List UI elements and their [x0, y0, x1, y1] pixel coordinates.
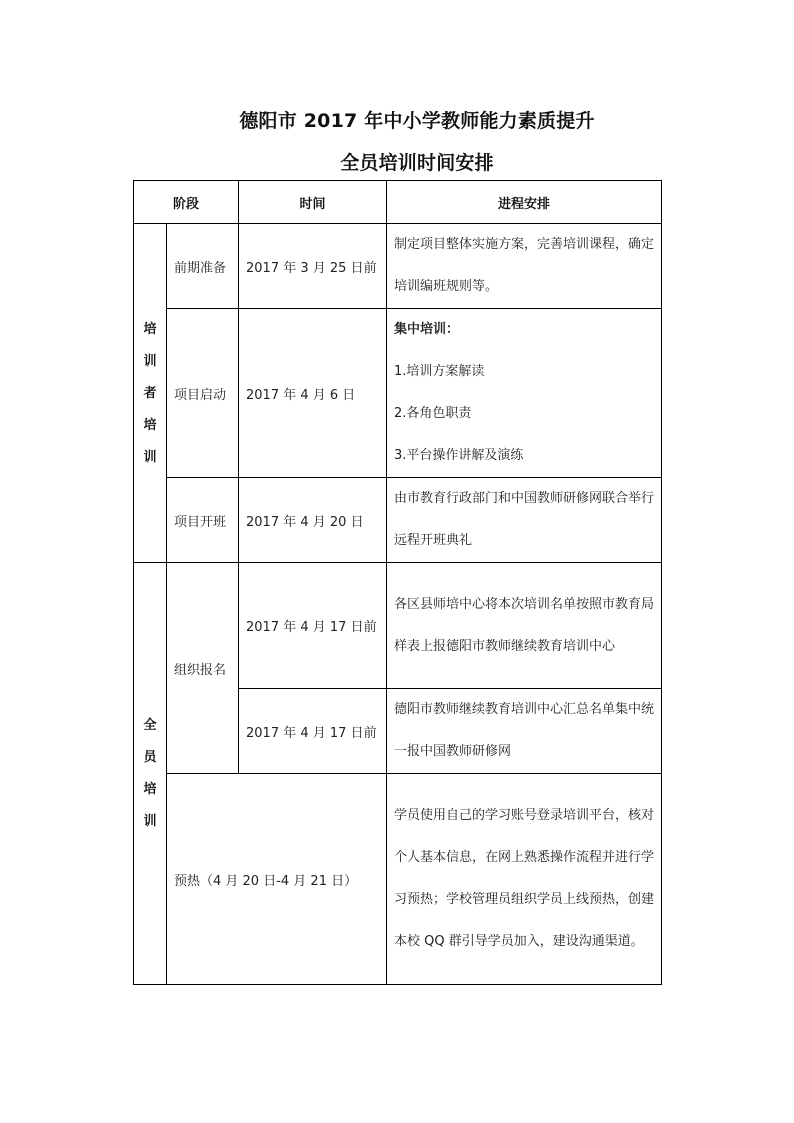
- phase-cell: 组织报名: [167, 563, 239, 774]
- group-label-trainers: 培 训 者 培 训: [134, 224, 167, 563]
- header-stage: 阶段: [134, 181, 239, 224]
- document-subtitle: 全员培训时间安排: [340, 152, 494, 174]
- header-progress: 进程安排: [387, 181, 662, 224]
- schedule-table: [133, 180, 662, 985]
- time-cell: 2017 年 3 月 25 日前: [239, 224, 387, 309]
- progress-cell: 集中培训： 1.培训方案解读 2.各角色职责 3.平台操作讲解及演练: [387, 309, 662, 478]
- time-cell: 2017 年 4 月 17 日前: [239, 689, 387, 774]
- group-label-all-staff: 全 员 培 训: [134, 563, 167, 985]
- time-cell: 2017 年 4 月 17 日前: [239, 563, 387, 689]
- table-row: [134, 478, 662, 563]
- table-row: [134, 563, 662, 689]
- progress-cell: 学员使用自己的学习账号登录培训平台，核对个人基本信息，在网上熟悉操作流程并进行学习预热；学校管理员组织学员上线预热，创建本校 QQ 群引导学员加入，建设沟通渠道。: [387, 774, 662, 985]
- phase-cell: 项目启动: [167, 309, 239, 478]
- time-cell: 2017 年 4 月 6 日: [239, 309, 387, 478]
- progress-cell: 德阳市教师继续教育培训中心汇总名单集中统一报中国教师研修网: [387, 689, 662, 774]
- header-time: 时间: [239, 181, 387, 224]
- progress-cell: 各区县师培中心将本次培训名单按照市教育局样表上报德阳市教师继续教育培训中心: [387, 563, 662, 689]
- header-row: [134, 181, 662, 224]
- progress-cell: 由市教育行政部门和中国教师研修网联合举行远程开班典礼: [387, 478, 662, 563]
- phase-cell: 预热（4 月 20 日-4 月 21 日）: [167, 774, 387, 985]
- document-title: 德阳市 2017 年中小学教师能力素质提升: [239, 110, 595, 132]
- progress-cell: 制定项目整体实施方案，完善培训课程，确定培训编班规则等。: [387, 224, 662, 309]
- time-cell: 2017 年 4 月 20 日: [239, 478, 387, 563]
- phase-cell: 项目开班: [167, 478, 239, 563]
- phase-cell: 前期准备: [167, 224, 239, 309]
- table-row: [134, 774, 662, 985]
- table-row: [134, 309, 662, 478]
- table-row: [134, 224, 662, 309]
